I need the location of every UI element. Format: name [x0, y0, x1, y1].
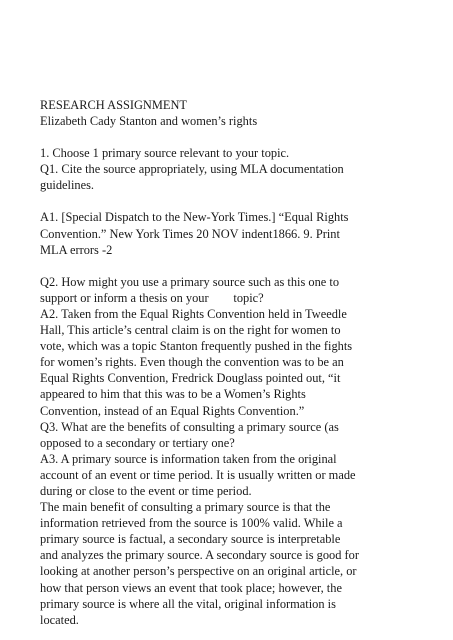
qa-line: primary source is factual, a secondary source is interpretable [40, 532, 341, 547]
qa-line: The main benefit of consulting a primary source is that the [40, 500, 331, 515]
qa-line: Hall, This article’s central claim is on the right for women to [40, 323, 341, 338]
qa-line: appeared to him that this was to be a Women’s Rights [40, 387, 306, 402]
qa-line: Convention, instead of an Equal Rights Convention.” [40, 403, 305, 418]
qa-line: Q3. What are the benefits of consulting a primary source (as [40, 419, 339, 434]
instruction-line: 1. Choose 1 primary source relevant to your topic. [40, 146, 290, 161]
citation-line: MLA errors -2 [40, 242, 113, 257]
instruction-line: guidelines. [40, 178, 95, 193]
qa-line: for women’s rights. Even though the convention was to be an [40, 355, 344, 370]
instruction-line: Q1. Cite the source appropriately, using MLA documentation [40, 162, 344, 177]
qa-line: support or inform a thesis on your topic? [40, 290, 264, 305]
document-subtitle: Elizabeth Cady Stanton and women’s rights [40, 114, 258, 129]
citation-line: A1. [Special Dispatch to the New-York Times.] “Equal Rights [40, 210, 349, 225]
qa-line: and analyzes the primary source. A secondary source is good for [40, 548, 359, 563]
qa-line: information retrieved from the source is 100% valid. While a [40, 516, 343, 531]
qa-line: located. [40, 612, 79, 627]
qa-block [40, 274, 420, 628]
qa-line: Q2. How might you use a primary source such as this one to [40, 274, 340, 289]
instruction-block [40, 145, 420, 193]
qa-line: vote, which was a topic Stanton frequently pushed in the fights [40, 339, 353, 354]
qa-line: Equal Rights Convention, Fredrick Douglass pointed out, “it [40, 371, 341, 386]
qa-line: opposed to a secondary or tertiary one? [40, 435, 235, 450]
qa-line: how that person views an event that took place; however, the [40, 580, 342, 595]
citation-line: Convention.” New York Times 20 NOV indent1866. 9. Print [40, 226, 340, 241]
qa-line: account of an event or time period. It is usually written or made [40, 467, 356, 482]
qa-line: A2. Taken from the Equal Rights Convention held in Tweedle [40, 306, 347, 321]
answer-1-block [40, 209, 420, 257]
qa-line: during or close to the event or time period. [40, 483, 252, 498]
qa-line: primary source is where all the vital, original information is [40, 596, 336, 611]
document-title: RESEARCH ASSIGNMENT [40, 98, 187, 112]
qa-line: looking at another person’s perspective on an original article, or [40, 564, 357, 579]
document-body [40, 97, 420, 628]
qa-line: A3. A primary source is information taken from the original [40, 451, 337, 466]
